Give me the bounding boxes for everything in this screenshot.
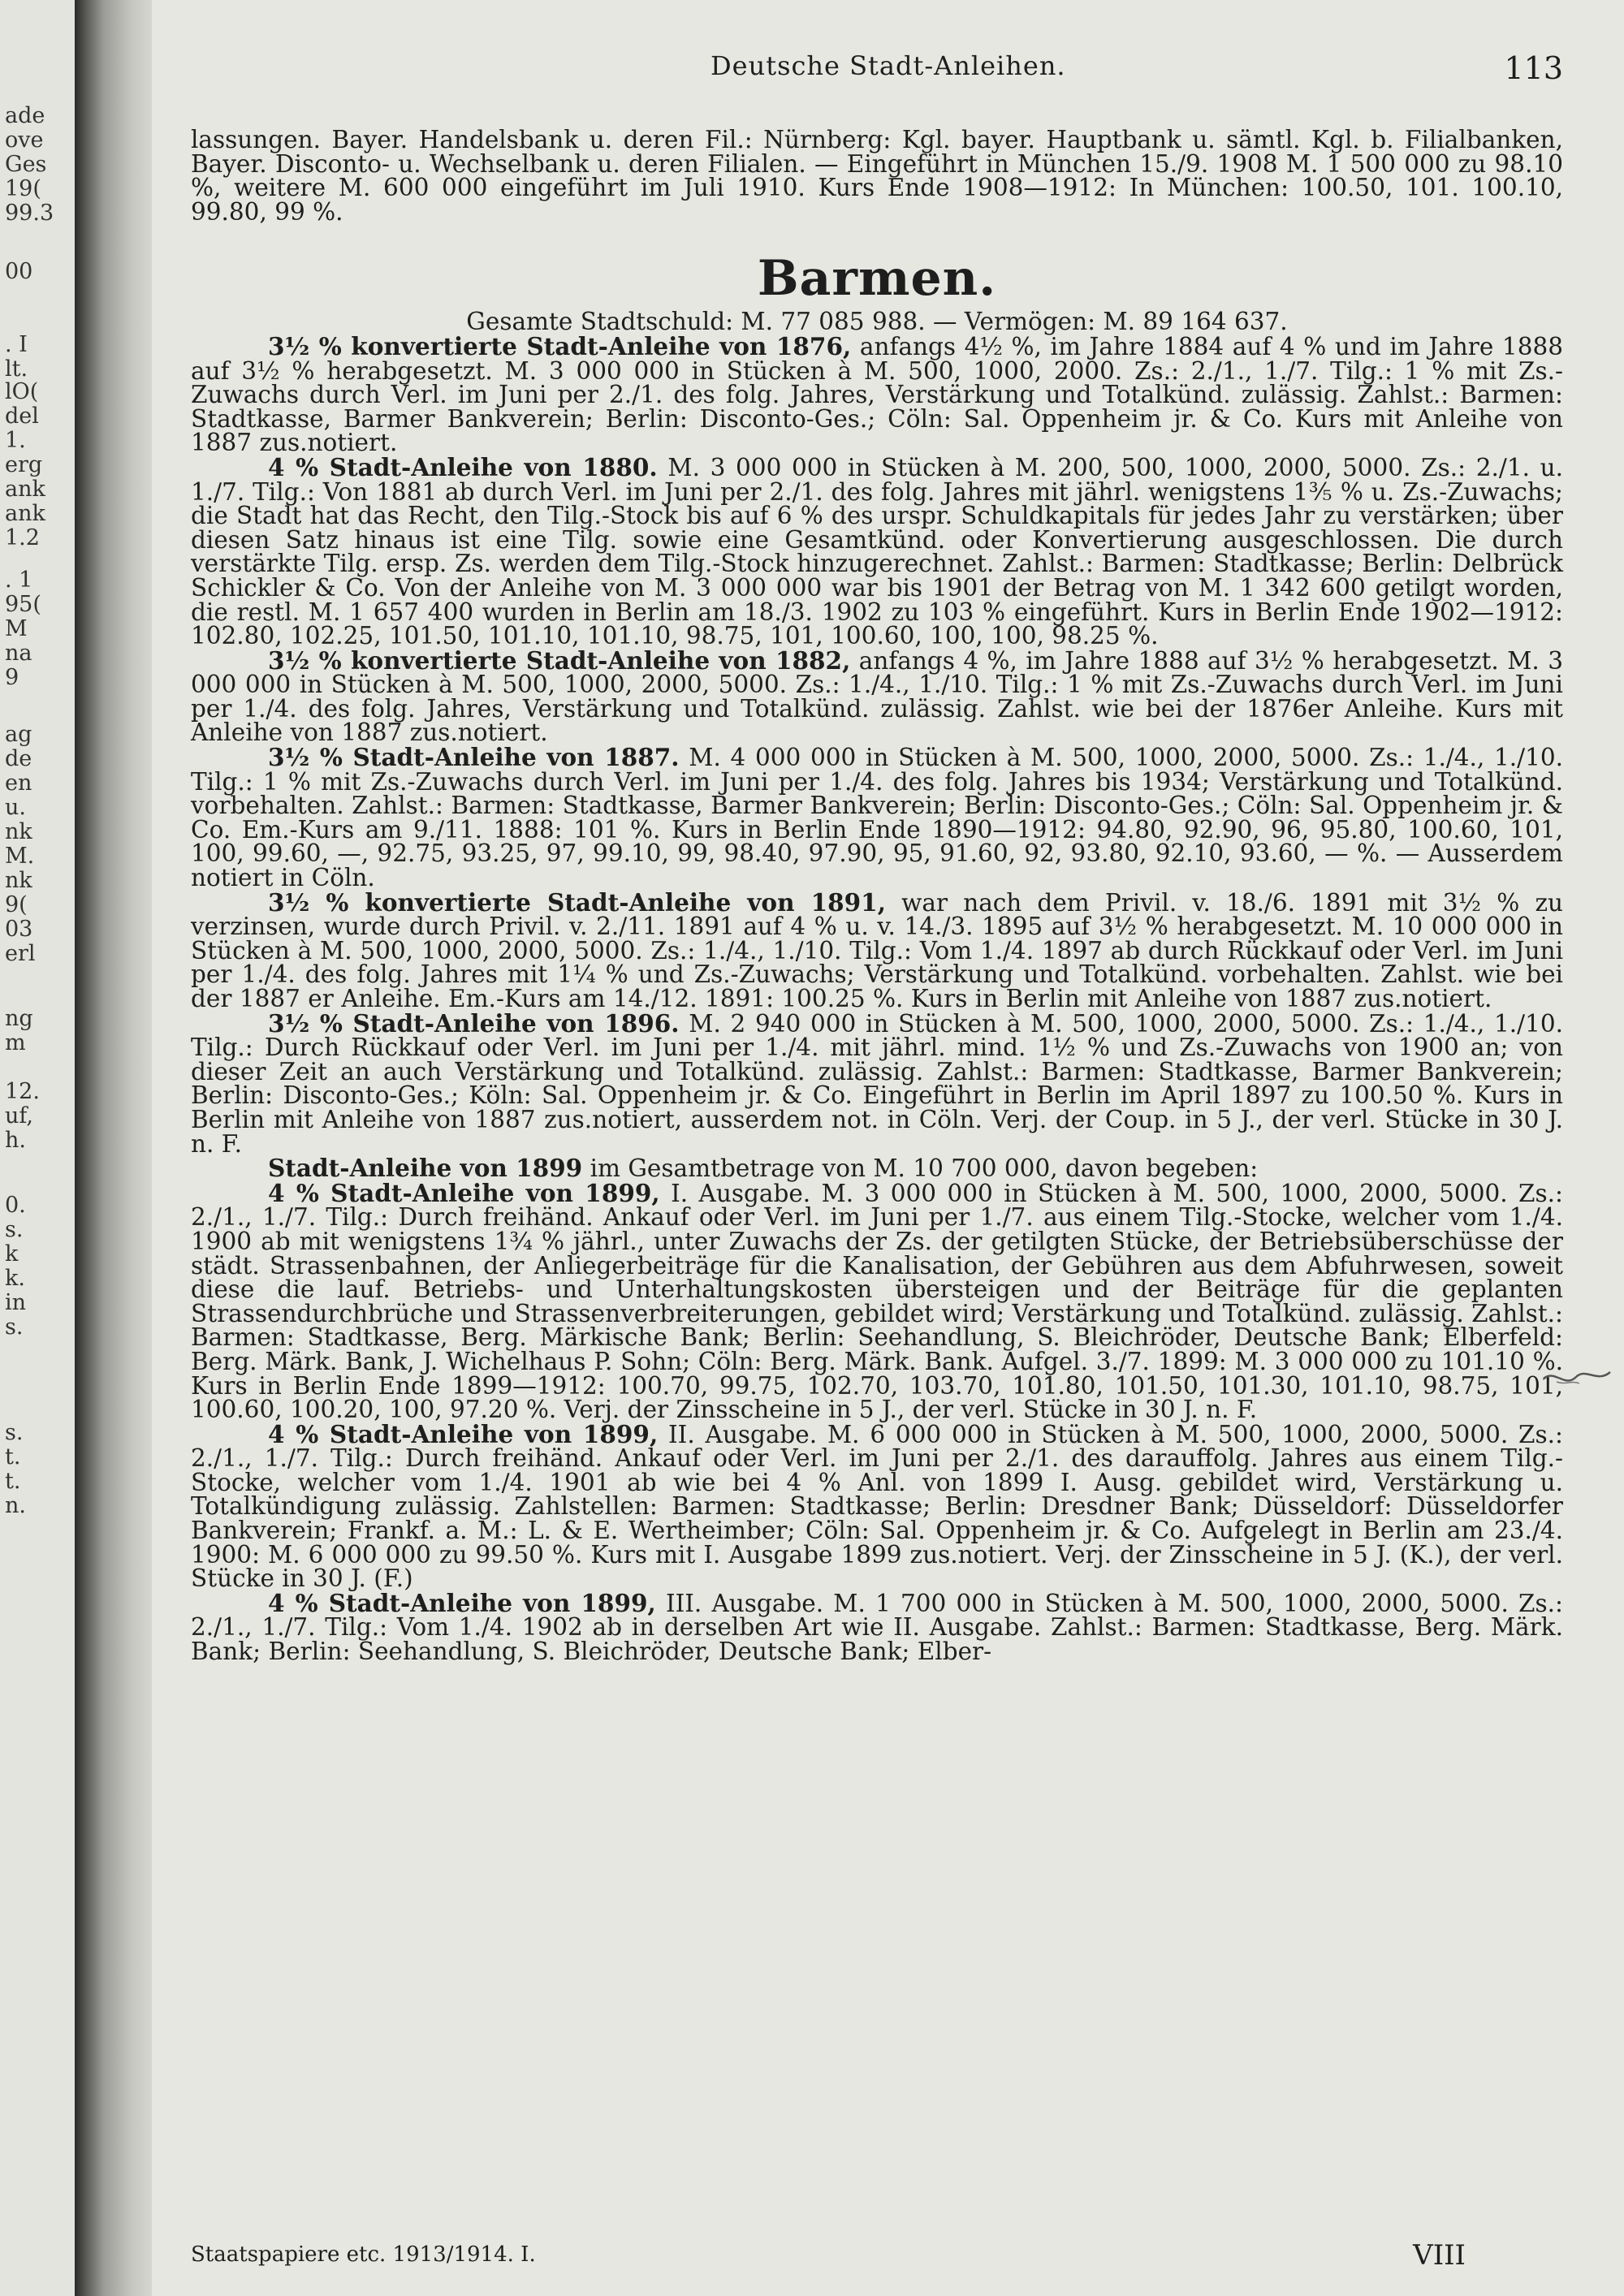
loan-heading: 3½ % Stadt-Anleihe von 1887. [268, 743, 680, 772]
running-header [191, 50, 1563, 91]
margin-fragment: s. [5, 1217, 24, 1242]
loan-text: I. Ausgabe. M. 3 000 000 in Stücken à M. 500, 1000, 2000, 5000. Zs.: 2./1., 1./7. Tilg.: Durch freihänd. Ankauf oder Verl. im Juni per 1./7. aus einem Tilg.-Stocke, welcher vom 1./4. 1900 ab mit wenigstens 1¾ % jährl., unter Zuwachs der Zs. der getilgten Stücke, der Betriebsüberschüsse der städt. Strassenbahnen, der Anliegerbeiträge für die Kanalisation, der Gebühren aus dem Abfuhrwesen, soweit diese die lauf. Betriebs- und Unterhaltungskosten übersteigen und der Beiträge für die geplanten Strassendurchbrüche und Strassenverbreiterungen, gebildet wird; Verstärkung und Totalkünd. zulässig. Zahlst.: Barmen: Stadtkasse, Berg. Märkische Bank; Berlin: Seehandlung, S. Bleichröder, Deutsche Bank; Elberfeld: Berg. Märk. Bank, J. Wichelhaus P. Sohn; Cöln: Berg. Märk. Bank. Aufgel. 3./7. 1899: M. 3 000 000 zu 101.10 %. Kurs in Berlin Ende 1899—1912: 100.70, 99.75, 102.70, 103.70, 101.80, 101.50, 101.30, 101.10, 98.75, 101, 100.60, 100.20, 100, 97.20 %. Verj. der Zinsscheine in 5 J., der verl. Stücke in 30 J. n. F. [191, 1179, 1563, 1424]
margin-fragment: n. [5, 1493, 26, 1518]
margin-fragment: 19( [5, 176, 41, 201]
loan-heading: 3½ % konvertierte Stadt-Anleihe von 1876, [268, 331, 852, 360]
loan-heading: Stadt-Anleihe von 1899 [268, 1154, 583, 1183]
margin-fragment: na [5, 641, 32, 666]
margin-fragment: 00 [5, 259, 33, 284]
continuation-paragraph: lassungen. Bayer. Handelsbank u. deren Fil.: Nürnberg: Kgl. bayer. Hauptbank u. sämtl. Kgl. b. Filialbanken, Bayer. Disconto- u. Wechselbank u. deren Filialen. — Eingeführt in München 15./9. 1908 M. 1 500 000 zu 98.10 %, weitere M. 600 000 eingeführt im Juli 1910. Kurs Ende 1908—1912: In München: 100.50, 101. 100.10, 99.80, 99 %. [191, 126, 1563, 226]
margin-fragment: . I [5, 332, 28, 357]
loan-entry [191, 1588, 1563, 1666]
margin-fragment: 1.2 [5, 525, 40, 550]
margin-fragment: 99.3 [5, 201, 54, 226]
margin-fragment: ank [5, 501, 45, 526]
margin-fragment: t. [5, 1469, 21, 1494]
margin-fragment: lt. [5, 356, 28, 382]
loan-entry [191, 452, 1563, 650]
loan-text: M. 2 940 000 in Stücken à M. 500, 1000, 2000, 5000. Zs.: 1./4., 1./10. Tilg.: Durch Rückkauf oder Verl. im Juni per 1./4. mit jährl. mind. 1½ % und Zs.-Zuwachs von 1900 an; von dieser Zeit an auch Verstärkung und Totalkünd. zulässig. Zahlst.: Barmen: Stadtkasse, Barmer Bankverein; Berlin: Disconto-Ges.; Köln: Sal. Oppenheim jr. & Co. Eingeführt in Berlin im April 1897 zu 100.50 %. Kurs in Berlin mit Anleihe von 1887 zus.notiert, ausserdem not. in Cöln. Verj. der Coup. in 5 J., der verl. Stücke in 30 J. n. F. [191, 1009, 1564, 1158]
margin-fragment: Ges [5, 152, 47, 177]
loan-entry [191, 887, 1563, 1012]
margin-fragment: M. [5, 844, 35, 869]
page-footer [191, 2239, 1563, 2275]
margin-fragment: ag [5, 722, 32, 747]
margin-fragment: del [5, 404, 39, 429]
margin-fragment: ade [5, 103, 45, 128]
margin-fragment: s. [5, 1314, 24, 1340]
margin-fragment: nk [5, 868, 32, 893]
loan-heading: 4 % Stadt-Anleihe von 1899, [268, 1178, 660, 1207]
margin-fragment: en [5, 770, 32, 796]
margin-fragment: ank [5, 477, 45, 502]
margin-fragment: 9( [5, 892, 28, 917]
loan-text: II. Ausgabe. M. 6 000 000 in Stücken à M. 500, 1000, 2000, 5000. Zs.: 2./1., 1./7. Tilg.: Durch freihänd. Ankauf oder Verl. im Juni per 2./1. des darauffolg. Jahres aus einem Tilg.-Stocke, welcher vom 1./4. 1901 ab wie bei 4 % Anl. von 1899 I. Ausg. gebildet wird, Verstärkung u. Totalkündigung zulässig. Zahlstellen: Barmen: Stadtkasse; Berlin: Dresdner Bank; Düsseldorf: Düsseldorfer Bankverein; Frankf. a. M.: L. & E. Wertheimber; Cöln: Sal. Oppenheim jr. & Co. Aufgelegt in Berlin am 23./4. 1900: M. 6 000 000 zu 99.50 %. Kurs mit I. Ausgabe 1899 zus.notiert. Verj. der Zinsscheine in 5 J. (K.), der verl. Stücke in 30 J. (F.) [191, 1420, 1563, 1593]
margin-fragment: lO( [5, 379, 39, 404]
loan-entry [191, 1419, 1563, 1593]
margin-fragment: 9 [5, 665, 19, 690]
margin-fragment: in [5, 1290, 27, 1315]
city-heading: Barmen. [757, 250, 997, 308]
footer-source: Staatspapiere etc. 1913/1914. I. [191, 2242, 536, 2267]
loan-heading: 4 % Stadt-Anleihe von 1880. [268, 452, 658, 481]
pencil-mark-icon [1540, 1361, 1613, 1393]
loan-entry [191, 1178, 1563, 1424]
loan-text: M. 3 000 000 in Stücken à M. 200, 500, 1000, 2000, 5000. Zs.: 2./1. u. 1./7. Tilg.: Von 1881 ab durch Verl. im Juni per 2./1. des folg. Jahres mit jährl. wenigstens 1⅗ % u. Zs.-Zuwachs; die Stadt hat das Recht, den Tilg.-Stock bis auf 6 % des urspr. Schuldkapitals für jedes Jahr zu verstärken; über diesen Satz hinaus ist eine Tilg. sowie eine Gesamtkünd. oder Konvertierung ausgeschlossen. Die durch verstärkte Tilg. ersp. Zs. werden dem Tilg.-Stock hinzugerechnet. Zahlst.: Barmen: Stadtkasse; Berlin: Delbrück Schickler & Co. Von der Anleihe von M. 3 000 000 war bis 1901 der Betrag von M. 1 342 600 getilgt worden, die restl. M. 1 657 400 wurden in Berlin am 18./3. 1902 zu 103 % eingeführt. Kurs in Berlin Ende 1902—1912: 102.80, 102.25, 101.50, 101.10, 101.10, 98.75, 101, 100.60, 100, 100, 98.25 %. [191, 453, 1563, 650]
loan-entry [191, 331, 1563, 457]
body-text [191, 128, 1563, 1664]
loan-text: im Gesamtbetrage von M. 10 700 000, davon begeben: [590, 1154, 1259, 1183]
loan-heading: 3½ % konvertierte Stadt-Anleihe von 1891, [268, 887, 886, 917]
margin-fragment: m [5, 1030, 26, 1055]
loan-entry [191, 745, 1563, 891]
margin-fragment: t. [5, 1444, 21, 1470]
margin-fragment: . 1 [5, 568, 33, 593]
loan-heading: 3½ % konvertierte Stadt-Anleihe von 1882, [268, 645, 851, 675]
margin-fragment: ove [5, 127, 44, 153]
loan-entry [191, 645, 1563, 747]
margin-fragment: 0. [5, 1193, 26, 1218]
adjacent-page-strip [0, 0, 75, 2296]
margin-fragment: 95( [5, 592, 41, 617]
loan-entry [191, 1156, 1563, 1181]
margin-fragment: u. [5, 795, 26, 820]
loan-entries [191, 331, 1564, 1666]
loan-text: III. Ausgabe. M. 1 700 000 in Stücken à M. 500, 1000, 2000, 5000. Zs.: 2./1., 1./7. Tilg.: Vom 1./4. 1902 ab in derselben Art wie II. Ausgabe. Zahlst.: Barmen: Stadtkasse, Berg. Märk. Bank; Berlin: Seehandlung, S. Bleichröder, Deutsche Bank; Elber- [191, 1589, 1563, 1666]
signature-mark: VIII [1413, 2239, 1466, 2272]
book-page [152, 0, 1624, 2296]
loan-text: M. 4 000 000 in Stücken à M. 500, 1000, 2000, 5000. Zs.: 1./4., 1./10. Tilg.: 1 % mit Zs.-Zuwachs durch Verl. im Juni per 1./4. des folg. Jahres bis 1934; Verstärkung und Totalkünd. vorbehalten. Zahlst.: Barmen: Stadtkasse, Barmer Bankverein; Berlin: Disconto-Ges.; Cöln: Sal. Oppenheim jr. & Co. Em.-Kurs am 9./11. 1888: 101 %. Kurs in Berlin Ende 1890—1912: 94.80, 92.90, 96, 95.80, 100.60, 101, 100, 99.60, —, 92.75, 93.25, 97, 99.10, 99, 98.40, 97.90, 95, 91.60, 92, 93.80, 92.10, 93.60, — %. — Ausserdem notiert in Cöln. [191, 744, 1564, 892]
margin-fragment: k [5, 1241, 19, 1267]
loan-heading: 4 % Stadt-Anleihe von 1899, [268, 1419, 659, 1448]
loan-entry [191, 1008, 1564, 1158]
loan-heading: 4 % Stadt-Anleihe von 1899, [268, 1588, 656, 1617]
loan-heading: 3½ % Stadt-Anleihe von 1896. [268, 1008, 680, 1038]
debt-summary: Gesamte Stadtschuld: M. 77 085 988. — Vermögen: M. 89 164 637. [466, 308, 1288, 336]
margin-fragment: h. [5, 1128, 26, 1153]
margin-fragment: erg [5, 452, 43, 477]
margin-fragment: M [5, 616, 28, 641]
margin-fragment: erl [5, 941, 36, 966]
margin-fragment: k. [5, 1266, 25, 1291]
loan-text: war nach dem Privil. v. 18./6. 1891 mit 3½ % zu verzinsen, wurde durch Privil. v. 2./11. 1891 auf 4 % u. v. 14./3. 1895 auf 3½ % herabgesetzt. M. 10 000 000 in Stücken à M. 500, 1000, 2000, 5000. Zs.: 1./4., 1./10. Tilg.: Vom 1./4. 1897 ab durch Rückkauf oder Verl. im Juni per 1./4. des folg. Jahres mit 1¼ % und Zs.-Zuwachs; Verstärkung und Totalkünd. vorbehalten. Zahlst. wie bei der 1887 er Anleihe. Em.-Kurs am 14./12. 1891: 100.25 %. Kurs in Berlin mit Anleihe von 1887 zus.notiert. [191, 888, 1563, 1012]
margin-fragment: 1. [5, 428, 26, 453]
loan-text: anfangs 4 %, im Jahre 1888 auf 3½ % herabgesetzt. M. 3 000 000 in Stücken à M. 500, 1000, 2000, 5000. Zs.: 1./4., 1./10. Tilg.: 1 % mit Zs.-Zuwachs durch Verl. im Juni per 1./4. des folg. Jahres, Verstärkung und Totalkünd. zulässig. Zahlst. wie bei der 1876er Anleihe. Kurs mit Anleihe von 1887 zus.notiert. [191, 646, 1563, 747]
page-number: 113 [1504, 50, 1563, 86]
margin-fragment: nk [5, 819, 32, 844]
running-title: Deutsche Stadt-Anleihen. [710, 50, 1066, 81]
book-gutter [75, 0, 152, 2296]
margin-fragment: s. [5, 1420, 24, 1445]
loan-text: anfangs 4½ %, im Jahre 1884 auf 4 % und im Jahre 1888 auf 3½ % herabgesetzt. M. 3 000 000 in Stücken à M. 500, 1000, 2000. Zs.: 2./1., 1./7. Tilg.: 1 % mit Zs.-Zuwachs durch Verl. im Juni per 2./1. des folg. Jahres, Verstärkung und Totalkünd. zulässig. Zahlst.: Barmen: Stadtkasse, Barmer Bankverein; Berlin: Disconto-Ges.; Cöln: Sal. Oppenheim jr. & Co. Kurs mit Anleihe von 1887 zus.notiert. [191, 332, 1563, 457]
margin-fragment: 12. [5, 1079, 40, 1104]
margin-fragment: de [5, 746, 32, 771]
margin-fragment: 03 [5, 917, 33, 942]
margin-fragment: uf, [5, 1103, 34, 1129]
margin-fragment: ng [5, 1006, 33, 1031]
